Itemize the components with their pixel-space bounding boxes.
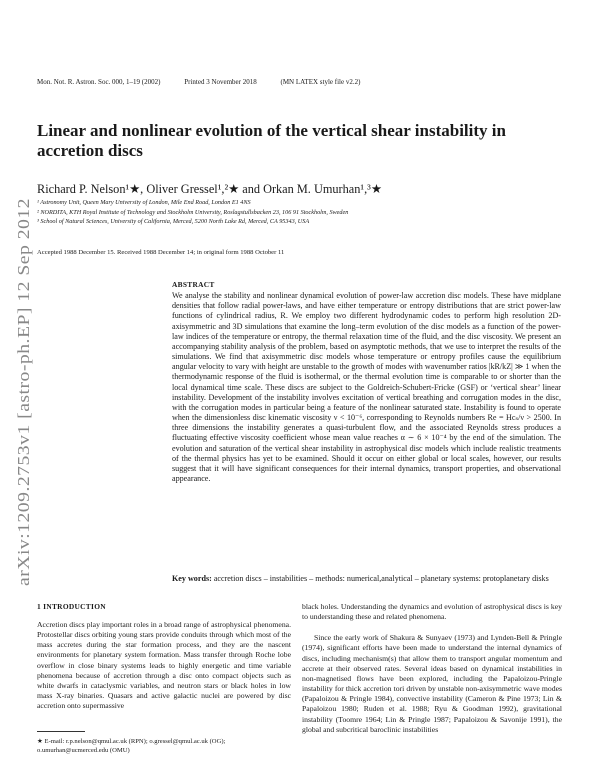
intro-right-column: [302, 602, 562, 735]
affiliations: [37, 198, 557, 227]
footnote-rule: [37, 731, 85, 732]
print-date: Printed 3 November 2018: [184, 78, 257, 86]
keywords-block: [172, 574, 561, 584]
affiliation: ¹ Astronomy Unit, Queen Mary University of London, Mile End Road, London E1 4NS: [37, 199, 251, 206]
paragraph: black holes. Understanding the dynamics and evolution of astrophysical discs is key to understanding these and related phenomena.: [302, 602, 562, 622]
paragraph: Since the early work of Shakura & Sunyaev (1973) and Lynden-Bell & Pringle (1974), significant efforts have been made to understand the internal dynamics of discs, including mechanism(s) that allow them to transport angular momentum and accrete at their observed rates. Several ideas based on dynamical instabilities in non-magnetised flows have been explored, including the Papaloizou-Pringle instability for thick accretion tori driven by unstable non-axisymmetric wave modes (Papaloizou & Pringle 1984), convective instability (Cameron & Pine 1973; Lin & Papaloizou 1980; Ruden et al. 1988; Ryu & Goodman 1992), gravitational instability (Toomre 1964; Lin & Pringle 1987; Papaloizou & Savonije 1991), the global and subcritical baroclinic instabilities: [302, 633, 562, 734]
author-list: Richard P. Nelson¹★, Oliver Gressel¹,²★ and Orkan M. Umurhan¹,³★: [37, 182, 382, 196]
arxiv-stamp: [0, 196, 40, 586]
keywords-label: Key words:: [172, 574, 212, 583]
affiliation: ² NORDITA, KTH Royal Institute of Technology and Stockholm University, Roslagstullsbacken 23, 106 91 Stockholm, Sweden: [37, 208, 349, 216]
abstract-text: We analyse the stability and nonlinear dynamical evolution of power-law accretion disc models. These have midplane densities that follow radial power-laws, and have either temperature or entropy distributions that are strict power-law functions of cylindrical radius, R. We employ two different hydrodynamic codes to perform high resolution 2D-axisymmetric and 3D simulations that examine the long–term evolution of the disc models as a function of the power-law indices of the temperature or entropy, the thermal relaxation time of the fluid, and the disc viscosity. We present an accompanying stability analysis of the problem, based on asymptotic methods, that we use to interpret the results of the simulations. We find that axisymmetric disc models whose temperature or entropy profiles cause the equilibrium angular velocity to vary with height are unstable to the growth of modes with wavenumber ratios |kR/kZ| ≫ 1 when the thermodynamic response of the fluid is isothermal, or the thermal evolution time is comparable to or shorter than the local dynamical time scale. These discs are subject to the Goldreich-Schubert-Fricke (GSF) or ‘vertical shear’ linear instability. Development of the instability involves excitation of vertical breathing and corrugation modes in the disc, with the corrugation modes in particular being a feature of the nonlinear saturated state. Instability is found to operate when the dimensionless disc kinematic viscosity ν < 10⁻⁶, corresponding to Reynolds numbers Re = Hcₛ/ν > 2500. In three dimensions the instability generates a quasi-turbulent flow, and the associated Reynolds stress produces a fluctuating effective viscosity coefficient whose mean value reaches α ∼ 6 × 10⁻⁴ by the end of the simulation. The evolution and saturation of the vertical shear instability in astrophysical disc models which include realistic treatments of the thermal physics has yet to be examined. Should it occur on either global or local scales, however, our results suggest that it will have significant consequences for their internal dynamics, transport properties, and observational appearance.: [172, 291, 561, 483]
journal-citation: Mon. Not. R. Astron. Soc. 000, 1–19 (2002): [37, 78, 161, 86]
abstract-block: [172, 280, 561, 484]
received-accepted-line: Accepted 1988 December 15. Received 1988 December 14; in original form 1988 October 11: [37, 249, 285, 256]
footnote-email: ★ E-mail: r.p.nelson@qmul.ac.uk (RPN); o.gressel@qmul.ac.uk (OG); o.umurhan@ucmerced.edu (OMU): [37, 738, 226, 754]
intro-left-column: Accretion discs play important roles in a broad range of astrophysical phenomena. Protostellar discs orbiting young stars provide conduits through which most of the mass accretes during the star formation process, and they are the nascent environments for planetary system formation. Mass transfer through Roche lobe overflow in close binary systems leads to highly energetic and time variable phenomena because of accretion through a disc onto compact objects such as white dwarfs in cataclysmic variables, and neutron stars or black holes in low mass X-ray binaries. Quasars and active galactic nuclei are powered by disc accretion onto supermassive: [37, 620, 291, 711]
section-heading: 1 INTRODUCTION: [37, 602, 106, 611]
paper-title: Linear and nonlinear evolution of the vertical shear instability in accretion discs: [37, 121, 506, 160]
style-file: (MN LATEX style file v2.2): [280, 78, 361, 86]
affiliation: ³ School of Natural Sciences, University of California, Merced, 5200 North Lake Rd, Merced, CA 95343, USA: [37, 218, 310, 226]
abstract-heading: ABSTRACT: [172, 280, 215, 289]
keywords-text: accretion discs – instabilities – methods: numerical,analytical – planetary systems: protoplanetary disks: [213, 574, 549, 583]
running-header: [37, 78, 557, 86]
arxiv-identifier: arXiv:1209.2753v1 [astro-ph.EP] 12 Sep 2012: [14, 260, 33, 586]
